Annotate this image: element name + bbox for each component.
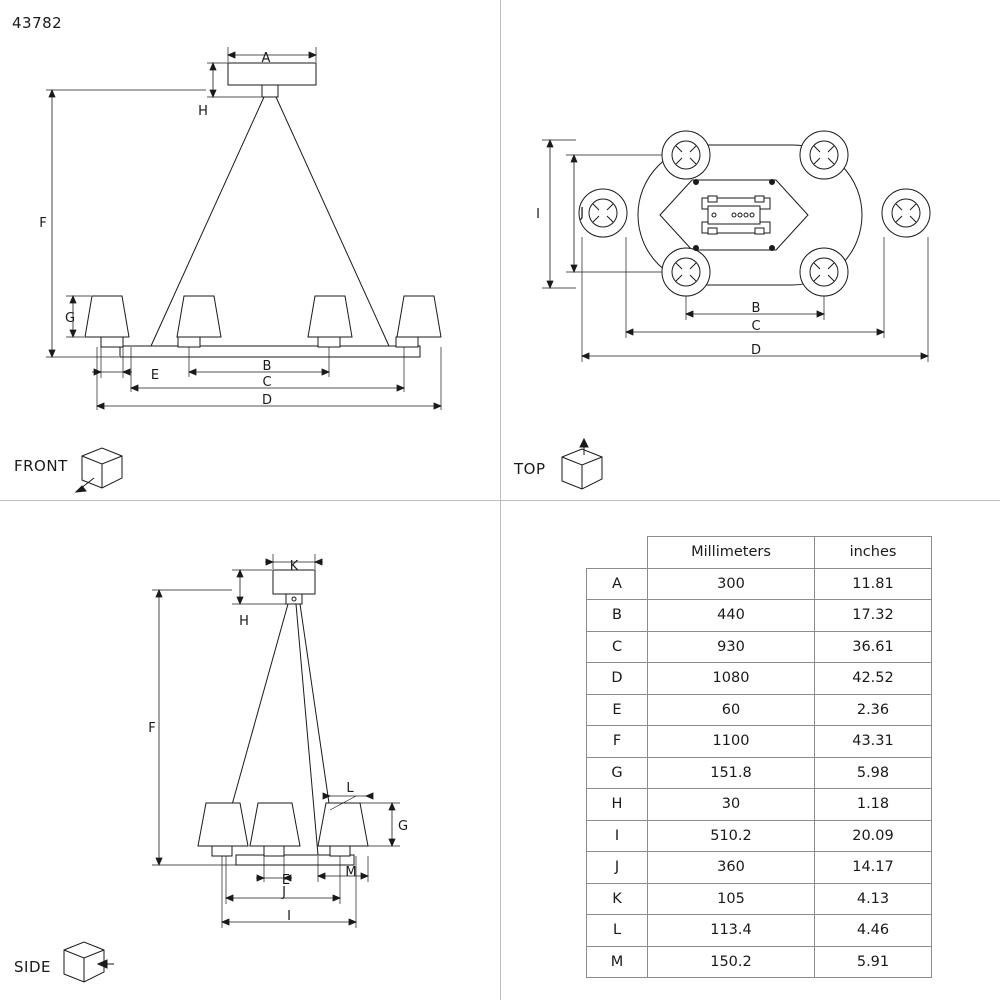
- side-view-label: SIDE: [14, 958, 51, 976]
- svg-text:G: G: [397, 819, 409, 834]
- svg-text:C: C: [751, 319, 761, 334]
- row-key: L: [587, 915, 648, 947]
- svg-text:D: D: [750, 343, 762, 358]
- top-orientation-cube-icon: [554, 437, 614, 495]
- row-in: 17.32: [815, 600, 932, 632]
- row-key: A: [587, 568, 648, 600]
- row-mm: 440: [648, 600, 815, 632]
- table-row: [587, 631, 932, 663]
- row-mm: 105: [648, 883, 815, 915]
- row-key: G: [587, 757, 648, 789]
- row-in: 4.46: [815, 915, 932, 947]
- svg-text:D: D: [261, 393, 273, 408]
- svg-text:F: F: [148, 721, 156, 736]
- top-view-drawing: [500, 0, 1000, 500]
- dimension-table: [586, 536, 932, 978]
- table-row: [587, 600, 932, 632]
- row-in: 4.13: [815, 883, 932, 915]
- svg-text:E: E: [281, 873, 291, 888]
- row-in: 36.61: [815, 631, 932, 663]
- row-key: I: [587, 820, 648, 852]
- svg-text:H: H: [198, 104, 208, 119]
- row-key: E: [587, 694, 648, 726]
- row-in: 1.18: [815, 789, 932, 821]
- row-in: 42.52: [815, 663, 932, 695]
- row-key: J: [587, 852, 648, 884]
- table-header-millimeters: Millimeters: [648, 537, 815, 569]
- table-row: [587, 726, 932, 758]
- side-orientation-cube-icon: [58, 936, 118, 994]
- row-mm: 930: [648, 631, 815, 663]
- table-row: [587, 852, 932, 884]
- row-mm: 510.2: [648, 820, 815, 852]
- table-row: [587, 757, 932, 789]
- svg-text:I: I: [287, 909, 291, 924]
- row-key: H: [587, 789, 648, 821]
- row-key: B: [587, 600, 648, 632]
- svg-text:K: K: [289, 559, 299, 574]
- row-mm: 300: [648, 568, 815, 600]
- row-mm: 30: [648, 789, 815, 821]
- table-header-inches: inches: [815, 537, 932, 569]
- row-in: 11.81: [815, 568, 932, 600]
- table-row: [587, 820, 932, 852]
- table-row: [587, 568, 932, 600]
- row-mm: 1100: [648, 726, 815, 758]
- row-mm: 1080: [648, 663, 815, 695]
- row-key: D: [587, 663, 648, 695]
- table-header-row: [587, 537, 932, 569]
- row-key: M: [587, 946, 648, 978]
- row-in: 5.98: [815, 757, 932, 789]
- table-row: [587, 883, 932, 915]
- svg-text:J: J: [580, 206, 584, 221]
- table-header-key: [587, 537, 648, 569]
- table-row: [587, 694, 932, 726]
- row-key: C: [587, 631, 648, 663]
- row-in: 20.09: [815, 820, 932, 852]
- row-mm: 60: [648, 694, 815, 726]
- svg-text:J: J: [282, 885, 286, 900]
- row-in: 14.17: [815, 852, 932, 884]
- svg-text:C: C: [262, 375, 272, 390]
- row-key: K: [587, 883, 648, 915]
- row-in: 2.36: [815, 694, 932, 726]
- row-mm: 150.2: [648, 946, 815, 978]
- svg-text:L: L: [346, 781, 354, 796]
- svg-text:G: G: [64, 311, 76, 326]
- table-row: [587, 915, 932, 947]
- table-row: [587, 663, 932, 695]
- svg-text:B: B: [262, 359, 272, 374]
- row-mm: 151.8: [648, 757, 815, 789]
- row-mm: 360: [648, 852, 815, 884]
- product-sku: 43782: [12, 14, 63, 32]
- table-row: [587, 789, 932, 821]
- svg-text:H: H: [239, 614, 249, 629]
- svg-text:I: I: [536, 207, 540, 222]
- side-view-drawing: [0, 500, 500, 1000]
- row-in: 43.31: [815, 726, 932, 758]
- front-orientation-cube-icon: [72, 442, 132, 498]
- svg-text:B: B: [751, 301, 761, 316]
- svg-text:E: E: [150, 368, 160, 383]
- top-view-label: TOP: [514, 460, 546, 478]
- svg-text:A: A: [261, 51, 271, 66]
- svg-text:M: M: [345, 865, 357, 880]
- svg-text:F: F: [39, 216, 47, 231]
- table-row: [587, 946, 932, 978]
- front-view-drawing: [0, 0, 500, 500]
- row-key: F: [587, 726, 648, 758]
- front-view-label: FRONT: [14, 457, 68, 475]
- row-mm: 113.4: [648, 915, 815, 947]
- row-in: 5.91: [815, 946, 932, 978]
